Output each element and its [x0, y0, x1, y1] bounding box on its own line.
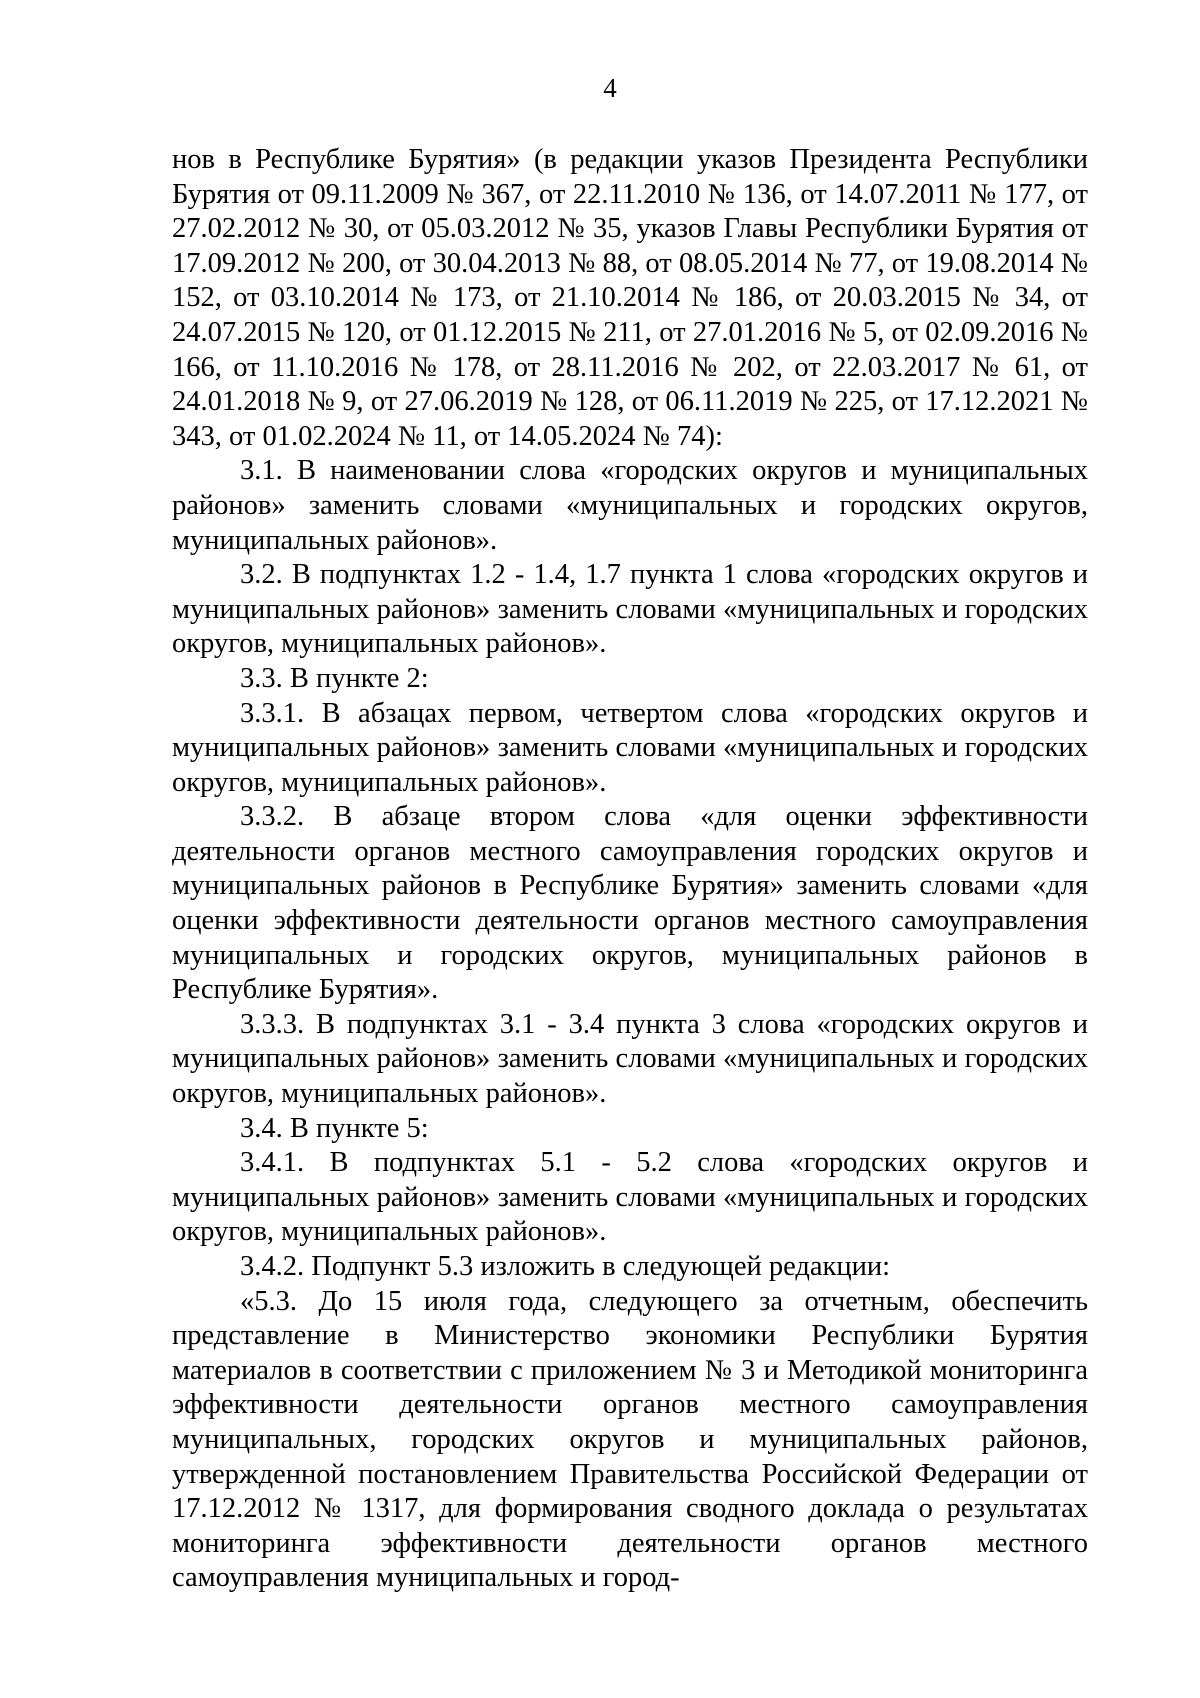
paragraph-3-3-3: 3.3.3. В подпунктах 3.1 - 3.4 пункта 3 слова «городских округов и муниципальных районов» заменить словами «муниципальных и городских округов, муниципальных районов».: [172, 1008, 1088, 1110]
paragraph-3-4-2: 3.4.2. Подпункт 5.3 изложить в следующей редакции:: [240, 1251, 891, 1282]
page-number: 4: [603, 73, 617, 103]
paragraph-3-1: 3.1. В наименовании слова «городских округов и муниципальных районов» заменить словами «муниципальных и городских округов, муниципальных районов».: [172, 455, 1088, 556]
paragraph-3-3-1: 3.3.1. В абзацах первом, четвертом слова «городских округов и муниципальных районов» заменить словами «муниципальных и городских округов, муниципальных районов».: [172, 697, 1088, 798]
paragraph-3-4: 3.4. В пункте 5:: [240, 1112, 429, 1144]
paragraph-5-3-quote: «5.3. До 15 июля года, следующего за отчетным, обеспечить представление в Министерство экономики Республики Бурятия материалов в соответствии с приложением № 3 и Методикой мониторинга эффективности деятельности органов местного самоуправления муниципальных, городских округов и муниципальных районов, утвержденной постановлением Правительства Российской Федерации от 17.12.2012 № 1317, для формирования сводного доклада о результатах мониторинга эффективности деятельности органов местного самоуправления муниципальных и город-: [172, 1285, 1088, 1594]
paragraph-3-4-1: 3.4.1. В подпунктах 5.1 - 5.2 слова «городских округов и муниципальных районов» заменить словами «муниципальных и городских округов, муниципальных районов».: [172, 1147, 1088, 1248]
paragraph-3-3: 3.3. В пункте 2:: [240, 662, 429, 694]
paragraph-3-2: 3.2. В подпунктах 1.2 - 1.4, 1.7 пункта 1 слова «городских округов и муниципальных районов» заменить словами «муниципальных и городских округов, муниципальных районов».: [172, 559, 1088, 660]
document-body: [172, 143, 1088, 1596]
paragraph-3-3-2: 3.3.2. В абзаце втором слова «для оценки эффективности деятельности органов местного самоуправления городских округов и муниципальных районов в Республике Бурятия» заменить словами «для оценки эффективности деятельности органов местного самоуправления муниципальных и городских округов, муниципальных районов в Республике Бурятия».: [172, 801, 1088, 1006]
paragraph-amendment-history: нов в Республике Бурятия» (в редакции указов Президента Республики Бурятия от 09.11.2009 № 367, от 22.11.2010 № 136, от 14.07.2011 № 177, от 27.02.2012 № 30, от 05.03.2012 № 35, указов Главы Республики Бурятия от 17.09.2012 № 200, от 30.04.2013 № 88, от 08.05.2014 № 77, от 19.08.2014 № 152, от 03.10.2014 № 173, от 21.10.2014 № 186, от 20.03.2015 № 34, от 24.07.2015 № 120, от 01.12.2015 № 211, от 27.01.2016 № 5, от 02.09.2016 № 166, от 11.10.2016 № 178, от 28.11.2016 № 202, от 22.03.2017 № 61, от 24.01.2018 № 9, от 27.06.2019 № 128, от 06.11.2019 № 225, от 17.12.2021 № 343, от 01.02.2024 № 11, от 14.05.2024 № 74):: [172, 144, 1088, 452]
